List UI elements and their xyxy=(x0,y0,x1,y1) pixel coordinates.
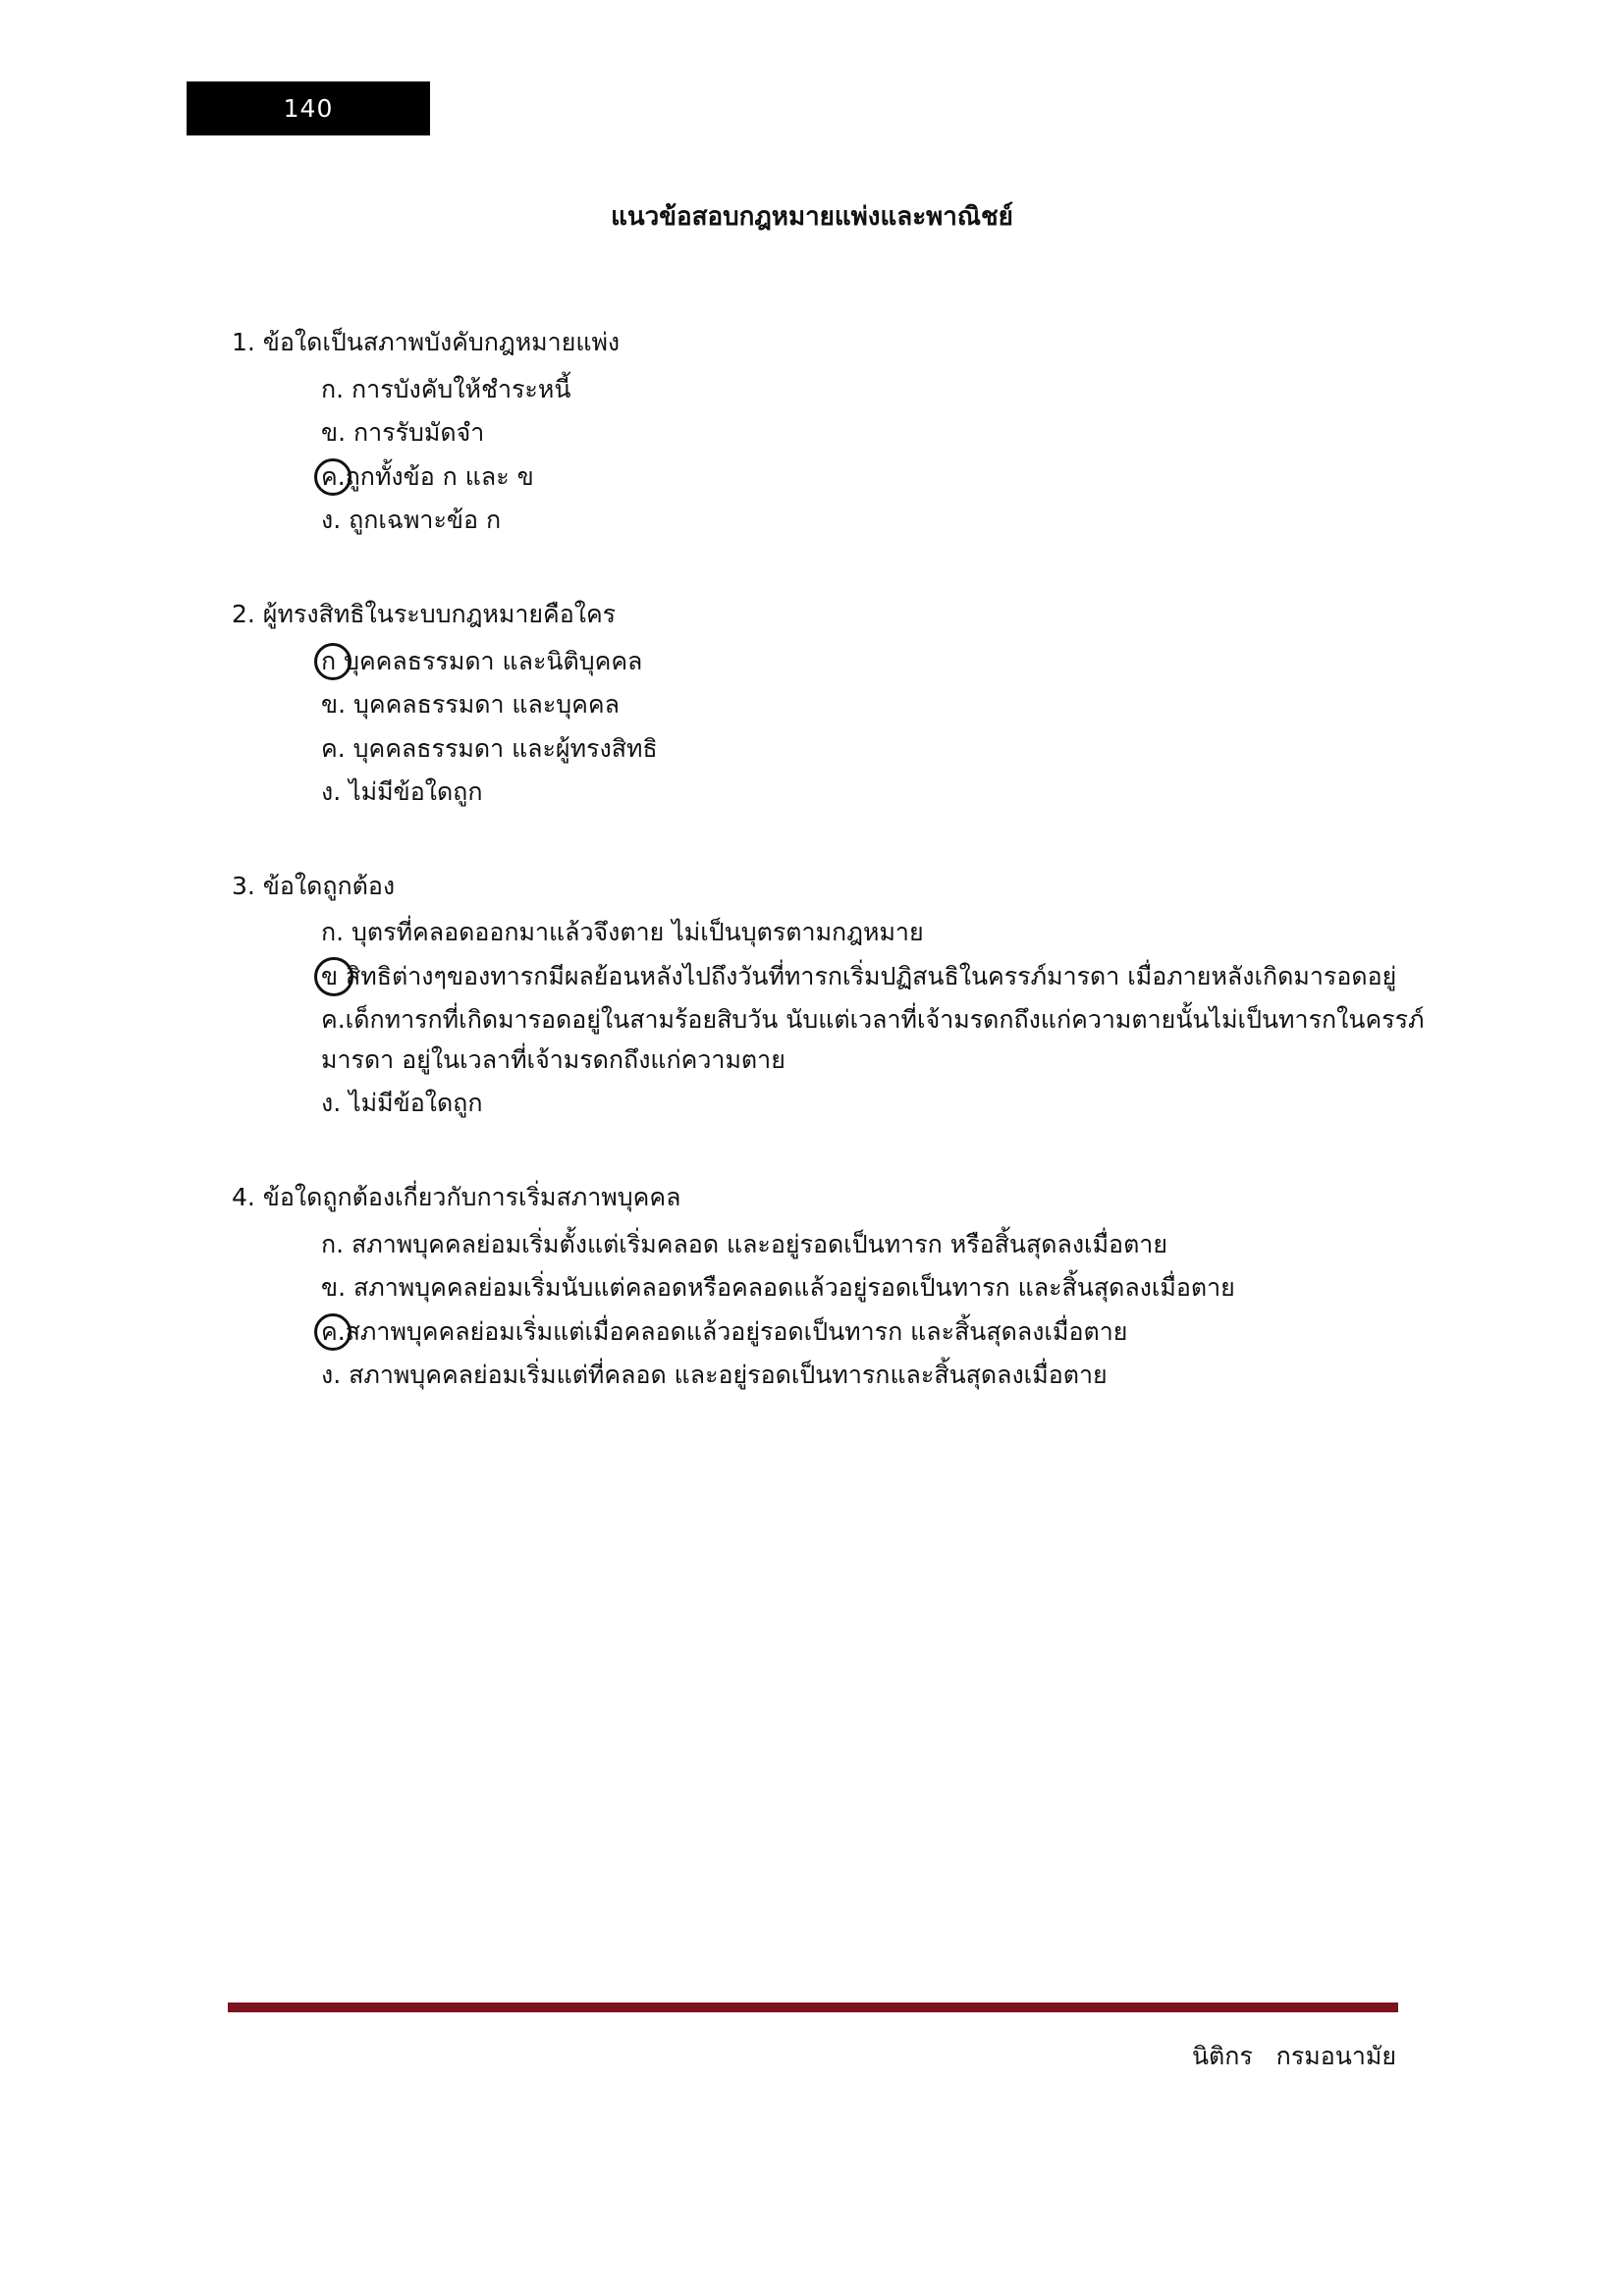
choice-option-selected[interactable] xyxy=(228,957,1435,997)
choice-label: ข. การรับมัดจำ xyxy=(321,418,485,448)
choice-label: ค.เด็กทารกที่เกิดมารอดอยู่ในสามร้อยสิบวัน นับแต่เวลาที่เจ้ามรดกถึงแก่ความตายนั้นไม่เป็นทารกในครรภ์มารดา อยู่ในเวลาที่เจ้ามรดกถึงแก่ความตาย xyxy=(321,1005,1425,1074)
choice-label: ค.สภาพบุคคลย่อมเริ่มแต่เมื่อคลอดแล้วอยู่รอดเป็นทารก และสิ้นสุดลงเมื่อตาย xyxy=(321,1316,1128,1346)
page-number: 140 xyxy=(283,94,334,123)
choice-group xyxy=(228,913,1435,1124)
choice-option[interactable] xyxy=(228,413,1435,454)
choice-option[interactable] xyxy=(228,1268,1435,1308)
choice-option[interactable] xyxy=(228,370,1435,410)
choice-option-selected[interactable] xyxy=(228,642,1435,682)
question-stem: 2. ผู้ทรงสิทธิในระบบกฎหมายคือใคร xyxy=(232,599,617,628)
section-spacer xyxy=(228,832,1435,868)
choice-label: ง. ไม่มีข้อใดถูก xyxy=(321,777,483,806)
page-title: แนวข้อสอบกฎหมายแพ่งและพาณิชย์ xyxy=(611,202,1013,232)
question-stem: 3. ข้อใดถูกต้อง xyxy=(232,871,396,900)
choice-label: ก. สภาพบุคคลย่อมเริ่มตั้งแต่เริ่มคลอด และอยู่รอดเป็นทารก หรือสิ้นสุดลงเมื่อตาย xyxy=(321,1229,1167,1258)
choice-group xyxy=(228,1225,1435,1396)
question-stem: 4. ข้อใดถูกต้องเกี่ยวกับการเริ่มสภาพบุคคล xyxy=(232,1182,681,1211)
choice-label: ค.ถูกทั้งข้อ ก และ ข xyxy=(321,461,534,491)
choice-group xyxy=(228,642,1435,813)
choice-option[interactable] xyxy=(228,913,1435,953)
choice-option[interactable] xyxy=(228,773,1435,813)
choice-option[interactable] xyxy=(228,1356,1435,1396)
choice-option-selected[interactable] xyxy=(228,1312,1435,1353)
section-spacer xyxy=(228,561,1435,596)
choice-label: ก. บุตรที่คลอดออกมาแล้วจึงตาย ไม่เป็นบุตรตามกฎหมาย xyxy=(321,918,924,947)
choice-option[interactable] xyxy=(228,1000,1435,1080)
choice-option[interactable] xyxy=(228,729,1435,770)
choice-label: ค. บุคคลธรรมดา และผู้ทรงสิทธิ xyxy=(321,733,658,763)
choice-label: ก. การบังคับให้ชำระหนี้ xyxy=(321,374,571,403)
question-stem: 1. ข้อใดเป็นสภาพบังคับกฎหมายแพ่ง xyxy=(232,328,621,356)
choice-option[interactable] xyxy=(228,1084,1435,1124)
footer-divider xyxy=(228,2002,1398,2010)
choice-option-selected[interactable] xyxy=(228,457,1435,498)
choice-group xyxy=(228,370,1435,541)
page-number-tab xyxy=(187,81,430,135)
question-item xyxy=(228,596,1435,813)
choice-label: ง. สภาพบุคคลย่อมเริ่มแต่ที่คลอด และอยู่รอดเป็นทารกและสิ้นสุดลงเมื่อตาย xyxy=(321,1361,1108,1389)
choice-option[interactable] xyxy=(228,1225,1435,1265)
section-spacer xyxy=(228,1144,1435,1179)
choice-label: ง. ไม่มีข้อใดถูก xyxy=(321,1089,483,1118)
choice-label: ข. บุคคลธรรมดา และบุคคล xyxy=(321,690,620,719)
choice-label: ง. ถูกเฉพาะข้อ ก xyxy=(321,506,502,535)
choice-option[interactable] xyxy=(228,685,1435,725)
question-item xyxy=(228,1179,1435,1396)
choice-label: ข. สภาพบุคคลย่อมเริ่มนับแต่คลอดหรือคลอดแล้วอยู่รอดเป็นทารก และสิ้นสุดลงเมื่อตาย xyxy=(321,1273,1235,1302)
question-list xyxy=(228,324,1435,1415)
footer-text: นิติกร กรมอนามัย xyxy=(1191,2042,1396,2070)
choice-option[interactable] xyxy=(228,501,1435,541)
question-item xyxy=(228,324,1435,541)
choice-label: ข สิทธิต่างๆของทารกมีผลย้อนหลังไปถึงวันที่ทารกเริ่มปฏิสนธิในครรภ์มารดา เมื่อภายหลังเกิดมารอดอยู่ xyxy=(321,961,1397,990)
choice-label: ก บุคคลธรรมดา และนิติบุคคล xyxy=(321,646,643,675)
question-item xyxy=(228,868,1435,1124)
